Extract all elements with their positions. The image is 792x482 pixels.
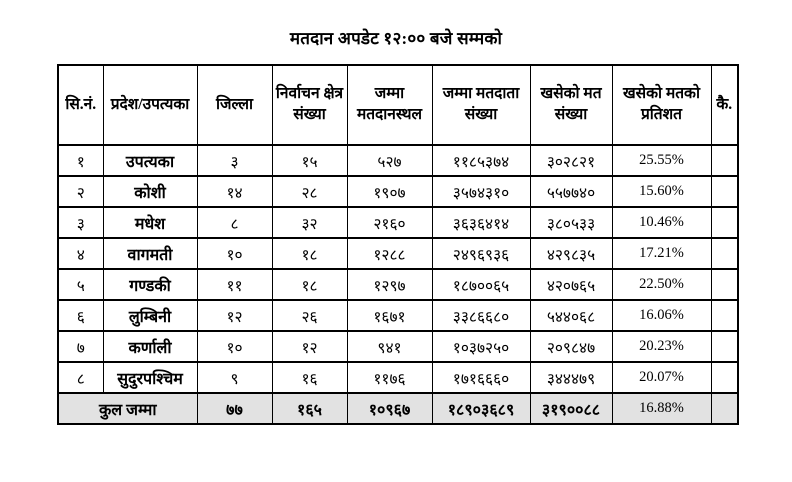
cell-total-voters: ३६३६४१४ bbox=[432, 207, 530, 238]
cell-total-voters: ३३८६६८० bbox=[432, 300, 530, 331]
cell-serial-no: ७ bbox=[58, 331, 103, 362]
cell-districts: ८ bbox=[197, 207, 272, 238]
cell-remark bbox=[711, 145, 738, 176]
cell-serial-no: ८ bbox=[58, 362, 103, 393]
table-row bbox=[58, 362, 738, 393]
cell-constituencies: १८ bbox=[272, 269, 347, 300]
cell-votes-percent: 17.21% bbox=[612, 238, 711, 269]
cell-votes-cast: २०९८४७ bbox=[530, 331, 612, 362]
cell-total-voters: १८७००६५ bbox=[432, 269, 530, 300]
cell-polling-stations: १९०७ bbox=[347, 176, 432, 207]
cell-constituencies: २८ bbox=[272, 176, 347, 207]
cell-votes-percent: 20.23% bbox=[612, 331, 711, 362]
cell-polling-stations: १२८८ bbox=[347, 238, 432, 269]
header-votes-percent: खसेको मतको प्रतिशत bbox=[612, 65, 711, 145]
cell-constituencies: १८ bbox=[272, 238, 347, 269]
cell-polling-stations: १२९७ bbox=[347, 269, 432, 300]
cell-remark bbox=[711, 331, 738, 362]
cell-districts: ११ bbox=[197, 269, 272, 300]
total-districts: ७७ bbox=[197, 393, 272, 424]
cell-province: मधेश bbox=[103, 207, 197, 238]
cell-constituencies: १५ bbox=[272, 145, 347, 176]
total-label: कुल जम्मा bbox=[58, 393, 197, 424]
cell-votes-cast: ३४४४७९ bbox=[530, 362, 612, 393]
cell-province: उपत्यका bbox=[103, 145, 197, 176]
cell-votes-percent: 22.50% bbox=[612, 269, 711, 300]
cell-polling-stations: १६७१ bbox=[347, 300, 432, 331]
total-row bbox=[58, 393, 738, 424]
table-footer bbox=[58, 393, 738, 424]
table-row bbox=[58, 331, 738, 362]
cell-votes-cast: ४२९८३५ bbox=[530, 238, 612, 269]
header-province: प्रदेश/उपत्यका bbox=[103, 65, 197, 145]
cell-votes-cast: ५४४०६८ bbox=[530, 300, 612, 331]
cell-remark bbox=[711, 362, 738, 393]
cell-total-voters: ३५७४३१० bbox=[432, 176, 530, 207]
cell-serial-no: २ bbox=[58, 176, 103, 207]
cell-votes-percent: 16.06% bbox=[612, 300, 711, 331]
cell-constituencies: ३२ bbox=[272, 207, 347, 238]
header-total-voters: जम्मा मतदाता संख्या bbox=[432, 65, 530, 145]
cell-polling-stations: ११७६ bbox=[347, 362, 432, 393]
table-row bbox=[58, 300, 738, 331]
total-constituencies: १६५ bbox=[272, 393, 347, 424]
total-votes-cast: ३१९००८८ bbox=[530, 393, 612, 424]
table-row bbox=[58, 269, 738, 300]
total-voters: १८९०३६८९ bbox=[432, 393, 530, 424]
cell-polling-stations: ९४१ bbox=[347, 331, 432, 362]
table-row bbox=[58, 145, 738, 176]
cell-votes-percent: 25.55% bbox=[612, 145, 711, 176]
header-serial-no: सि.नं. bbox=[58, 65, 103, 145]
total-remark bbox=[711, 393, 738, 424]
header-district: जिल्ला bbox=[197, 65, 272, 145]
cell-districts: ९ bbox=[197, 362, 272, 393]
cell-remark bbox=[711, 269, 738, 300]
cell-votes-cast: ३८०५३३ bbox=[530, 207, 612, 238]
cell-province: वागमती bbox=[103, 238, 197, 269]
table-header bbox=[58, 65, 738, 145]
cell-total-voters: १०३७२५० bbox=[432, 331, 530, 362]
cell-province: लुम्बिनी bbox=[103, 300, 197, 331]
cell-votes-percent: 20.07% bbox=[612, 362, 711, 393]
cell-votes-cast: ४२०७६५ bbox=[530, 269, 612, 300]
table-row bbox=[58, 238, 738, 269]
cell-serial-no: ३ bbox=[58, 207, 103, 238]
table-row bbox=[58, 207, 738, 238]
cell-province: सुदुरपश्चिम bbox=[103, 362, 197, 393]
cell-constituencies: २६ bbox=[272, 300, 347, 331]
cell-province: कोशी bbox=[103, 176, 197, 207]
table-row bbox=[58, 176, 738, 207]
cell-votes-percent: 10.46% bbox=[612, 207, 711, 238]
cell-remark bbox=[711, 238, 738, 269]
cell-total-voters: ११८५३७४ bbox=[432, 145, 530, 176]
cell-votes-cast: ३०२८२१ bbox=[530, 145, 612, 176]
table-body bbox=[58, 145, 738, 393]
cell-remark bbox=[711, 176, 738, 207]
cell-province: कर्णाली bbox=[103, 331, 197, 362]
cell-polling-stations: २१६० bbox=[347, 207, 432, 238]
page-title: मतदान अपडेट १२:०० बजे सम्मको bbox=[289, 29, 503, 48]
cell-constituencies: १२ bbox=[272, 331, 347, 362]
voting-update-table bbox=[57, 64, 739, 425]
cell-remark bbox=[711, 207, 738, 238]
total-votes-percent: 16.88% bbox=[612, 393, 711, 424]
cell-serial-no: १ bbox=[58, 145, 103, 176]
cell-districts: १० bbox=[197, 331, 272, 362]
cell-remark bbox=[711, 300, 738, 331]
cell-districts: १२ bbox=[197, 300, 272, 331]
cell-serial-no: ५ bbox=[58, 269, 103, 300]
cell-districts: १४ bbox=[197, 176, 272, 207]
cell-votes-cast: ५५७७४० bbox=[530, 176, 612, 207]
cell-polling-stations: ५२७ bbox=[347, 145, 432, 176]
header-remarks: कै. bbox=[711, 65, 738, 145]
cell-districts: ३ bbox=[197, 145, 272, 176]
header-polling-stations: जम्मा मतदानस्थल bbox=[347, 65, 432, 145]
cell-serial-no: ६ bbox=[58, 300, 103, 331]
cell-total-voters: २४९६९३६ bbox=[432, 238, 530, 269]
cell-districts: १० bbox=[197, 238, 272, 269]
header-votes-cast: खसेको मत संख्या bbox=[530, 65, 612, 145]
cell-serial-no: ४ bbox=[58, 238, 103, 269]
cell-province: गण्डकी bbox=[103, 269, 197, 300]
header-constituency-count: निर्वाचन क्षेत्र संख्या bbox=[272, 65, 347, 145]
cell-votes-percent: 15.60% bbox=[612, 176, 711, 207]
cell-constituencies: १६ bbox=[272, 362, 347, 393]
total-polling-stations: १०९६७ bbox=[347, 393, 432, 424]
cell-total-voters: १७१६६६० bbox=[432, 362, 530, 393]
header-row bbox=[58, 65, 738, 145]
